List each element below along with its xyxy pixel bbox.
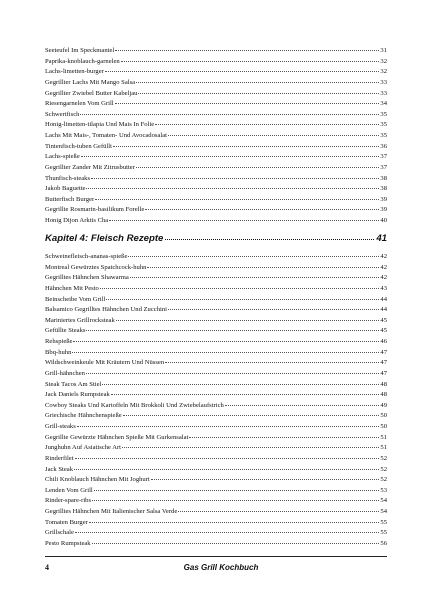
toc-entry-page: 51 (380, 444, 387, 452)
toc-entry-page: 34 (380, 100, 387, 108)
dot-leader (89, 515, 380, 523)
toc-entry-title: Bbq-huhn (45, 348, 72, 356)
dot-leader (147, 260, 379, 268)
dot-leader (155, 117, 379, 125)
toc-entry-title: Gegrillter Zander Mit Zitrusbutter (45, 163, 135, 171)
dot-leader (81, 149, 380, 157)
toc-entry-page: 56 (380, 539, 387, 547)
dot-leader (92, 493, 379, 501)
toc-entry-title: Jack Steak (45, 465, 74, 473)
toc-entry-page: 52 (380, 454, 387, 462)
toc-entry-page: 35 (380, 110, 387, 118)
dot-leader (73, 334, 379, 342)
toc-entry-title: Schweinefleisch-ananas-spieße (45, 253, 128, 260)
toc-entry[interactable] (45, 214, 387, 225)
dot-leader (168, 128, 379, 136)
toc-entry-title: Tintenfisch-tuben Gefüllt (45, 142, 112, 150)
toc-entry-page: 51 (380, 433, 387, 441)
toc-entry-title: Lachs Mit Mais-, Tomaten- Und Avocadosalat (45, 132, 167, 139)
toc-entry-page: 38 (380, 174, 387, 182)
dot-leader (95, 192, 379, 200)
toc-entry-title: Jakob Baguette (45, 185, 86, 193)
toc-entry-title: Montreal Gewürztes Spatchcock-huhn (45, 263, 147, 271)
toc-entry-page: 39 (380, 195, 387, 203)
toc-entry-title: Lachs-spieße (45, 153, 80, 161)
toc-entry-page: 32 (380, 68, 387, 76)
toc-entry-page: 54 (380, 497, 387, 505)
toc-entry-title: Grillschale (45, 529, 74, 537)
dot-leader (115, 43, 379, 51)
toc-entry-title: Jack Daniels Rumpsteak (45, 391, 110, 399)
toc-entry-page: 50 (380, 423, 387, 430)
dot-leader (165, 231, 374, 240)
toc-entry-page: 48 (380, 380, 387, 388)
toc-entry-title: Lachs-limetten-burger (45, 68, 104, 76)
toc-entry-title: Hähnchen Mit Pesto (45, 284, 99, 292)
toc-section-fish (45, 44, 387, 225)
toc-entry-title: Butterfisch Burger (45, 195, 95, 203)
toc-entry-title: Schwertfisch (45, 110, 80, 118)
toc-entry-page: 35 (380, 132, 387, 139)
toc-entry-page: 33 (380, 89, 387, 97)
dot-leader (115, 96, 380, 104)
toc-entry-page: 50 (380, 412, 387, 420)
dot-leader (225, 398, 380, 406)
toc-entry-page: 45 (380, 327, 387, 335)
dot-leader (145, 202, 379, 210)
toc-entry-title: Junghuhn Auf Asiatische Art (45, 444, 122, 452)
toc-entry-page: 49 (380, 401, 387, 409)
dot-leader (92, 536, 380, 544)
toc-entry-title: Paprika-knoblauch-garnelen (45, 57, 120, 65)
toc-section-meat (45, 250, 387, 548)
toc-entry-title: Grill-hähnchen (45, 369, 85, 377)
toc-entry-page: 47 (380, 369, 387, 377)
toc-entry-page: 44 (380, 306, 387, 314)
toc-entry-title: Gefüllte Steaks (45, 327, 86, 335)
toc-entry-page: 53 (380, 486, 387, 494)
toc-entry-title: Pesto Rumpsteak (45, 539, 91, 547)
dot-leader (86, 181, 379, 189)
footer-book-title: Gas Grill Kochbuch (183, 563, 259, 572)
toc-entry-page: 55 (380, 529, 387, 537)
toc-entry-title: Tomaten Burger (45, 518, 88, 526)
dot-leader (102, 377, 379, 385)
dot-leader (109, 213, 379, 221)
toc-entry-page: 37 (380, 153, 387, 161)
toc-entry-title: Gegrillte Rosmarin-basilikum Forelle (45, 206, 145, 214)
toc-entry-page: 42 (380, 263, 387, 271)
dot-leader (178, 504, 379, 512)
toc-entry-title: Honig Dijon Arktis Cha (45, 217, 109, 224)
toc-entry-title: Rehspieße (45, 338, 73, 345)
toc-entry-title: Gegrilltes Hähnchen Shawarma (45, 274, 129, 282)
dot-leader (168, 302, 379, 310)
toc-entry-page: 48 (380, 391, 387, 399)
toc-entry-title: Steak Tacos Am Stiel (45, 380, 102, 388)
toc-entry-title: Beinscheibe Vom Grill (45, 295, 106, 303)
chapter-title: Kapitel 4: Fleisch Rezepte (45, 233, 164, 244)
toc-entry-page: 39 (380, 206, 387, 214)
dot-leader (121, 54, 380, 62)
dot-leader (116, 313, 380, 321)
toc-entry-page: 47 (380, 359, 387, 367)
toc-entry-page: 38 (380, 185, 387, 193)
dot-leader (128, 249, 379, 257)
toc-entry-title: Rinderfilet (45, 454, 74, 462)
chapter-page-number: 41 (376, 233, 387, 244)
dot-leader (136, 75, 379, 83)
toc-entry-page: 32 (380, 57, 387, 65)
toc-entry-title: Griechische Hähnchenspieße (45, 412, 122, 420)
footer-divider (45, 556, 387, 557)
dot-leader (189, 430, 379, 438)
toc-entry-page: 37 (380, 163, 387, 171)
dot-leader (122, 440, 379, 448)
toc-entry-page: 33 (380, 78, 387, 86)
toc-entry-title: Gegrilltes Hähnchen Mit Italienischer Salsa Verde (45, 508, 178, 515)
toc-entry-page: 35 (380, 121, 387, 129)
dot-leader (100, 281, 380, 289)
dot-leader (91, 171, 379, 179)
dot-leader (130, 270, 380, 278)
toc-entry-title: Seeteufel Im Speckmantel (45, 47, 115, 54)
dot-leader (72, 345, 379, 353)
toc-entry-page: 43 (380, 284, 387, 292)
toc-entry-page: 44 (380, 295, 387, 303)
toc-entry-page: 47 (380, 348, 387, 356)
toc-entry-title: Honig-limetten-tilapia Und Mais In Folie (45, 121, 155, 129)
toc-entry-title: Mariniertes Grillrocksteak (45, 316, 115, 324)
toc-entry-page: 52 (380, 465, 387, 473)
dot-leader (165, 355, 379, 363)
toc-entry-page: 52 (380, 476, 387, 484)
toc-entry-title: Lenden Vom Grill (45, 486, 93, 494)
toc-entry-page: 45 (380, 316, 387, 324)
dot-leader (123, 408, 380, 416)
dot-leader (86, 323, 379, 331)
toc-entry-page: 42 (380, 274, 387, 282)
footer-page-number: 4 (45, 563, 49, 572)
toc-entry-page: 46 (380, 338, 387, 345)
toc-entry-title: Gegrillter Zwiebel Butter Kabeljau (45, 89, 138, 97)
dot-leader (75, 525, 379, 533)
toc-entry-title: Thunfisch-steaks (45, 174, 91, 182)
toc-entry-title: Chili Knoblauch Hähnchen Mit Joghurt (45, 476, 150, 484)
toc-entry-title: Gegrillter Lachs Mit Mango Salsa (45, 78, 136, 86)
toc-entry-page: 42 (380, 253, 387, 260)
toc-entry-title: Wildschweinkeule Mit Kräutern Und Nüssen (45, 359, 165, 367)
dot-leader (113, 139, 379, 147)
dot-leader (75, 451, 380, 459)
dot-leader (138, 86, 379, 94)
dot-leader (80, 107, 379, 115)
dot-leader (74, 462, 379, 470)
dot-leader (77, 419, 380, 427)
toc-entry-title: Grill-steaks (45, 423, 76, 430)
dot-leader (106, 292, 379, 300)
toc-entry-title: Rinder-spare-ribs (45, 497, 92, 505)
toc-entry-title: Cowboy Steaks Und Kartoffeln Mit Brokkoli Und Zwiebelaufstrich (45, 401, 224, 409)
dot-leader (111, 387, 380, 395)
toc-entry-title: Balsamico Gegrilltes Hähnchen Und Zucchini (45, 306, 167, 314)
toc-entry-page: 36 (380, 142, 387, 150)
toc-entry[interactable] (45, 537, 387, 548)
chapter-heading[interactable] (45, 232, 387, 244)
dot-leader (94, 483, 380, 491)
toc-entry-page: 54 (380, 508, 387, 515)
dot-leader (86, 366, 379, 374)
toc-entry-title: Riesengarnelen Vom Grill (45, 100, 114, 108)
toc-entry-page: 40 (380, 217, 387, 224)
toc-entry-title: Gegrillte Gewürzte Hähnchen Spieße Mit Gurkensalat (45, 433, 189, 441)
dot-leader (151, 472, 380, 480)
dot-leader (136, 160, 380, 168)
toc-entry-page: 31 (380, 47, 387, 54)
dot-leader (105, 64, 380, 72)
toc-entry-page: 55 (380, 518, 387, 526)
